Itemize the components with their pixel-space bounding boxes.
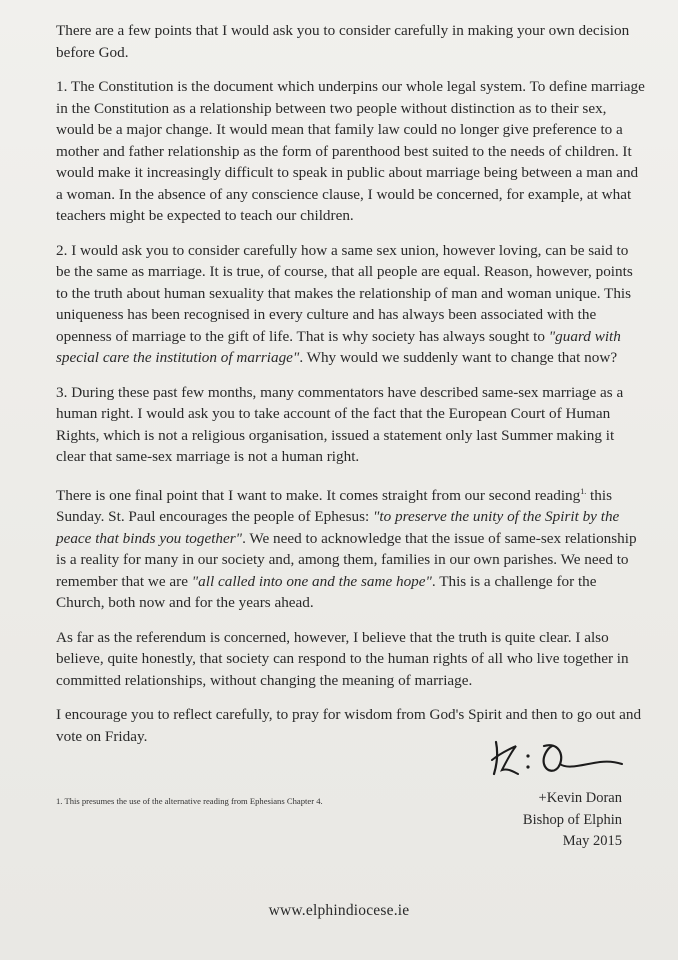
footnote-ref: 1.: [580, 486, 587, 496]
closing-paragraph: I encourage you to reflect carefully, to pray for wisdom from God's Spirit and then to go out and vote on Friday.: [56, 706, 642, 745]
point-2-paragraph: 2. I would ask you to consider carefully how a same sex union, however loving, can be said to be the same as marriage. It is true, of course, that all people are equal. Reason, however, points to the truth about human sexuality that makes the relationship of man and woman unique. This uniqueness has been recognised in every culture and has always been associated with the openness of marriage to the gift of life. That is why society has always sought to "guard with special care the institution of marriage". Why would we suddenly want to change that now?: [56, 241, 633, 366]
signoff-block: [523, 788, 622, 853]
letter-date: May 2015: [562, 833, 622, 849]
intro-paragraph: There are a few points that I would ask you to consider carefully in making your own decision before God.: [56, 22, 630, 61]
footnote: 1. This presumes the use of the alternative reading from Ephesians Chapter 4.: [56, 796, 323, 806]
quote-hope: "all called into one and the same hope": [191, 572, 432, 590]
signatory-title: Bishop of Elphin: [522, 811, 622, 828]
signatory-name: +Kevin Doran: [538, 790, 622, 806]
final-point-paragraph: There is one final point that I want to make. It comes straight from our second reading$^{1.}$ this Sunday. St. Paul encourages the people of Ephesus: "to preserve the unity of the Spirit by the peace that binds you together". We need to acknowledge that the issue of same-sex relationship is a reality for many in our society and, among them, families in our own parishes. We need to remember that we are "all called into one and the same hope". This is a challenge for the Church, both now and for the years ahead.: [56, 486, 637, 611]
website-url: www.elphindiocese.ie: [268, 902, 410, 919]
quote-marriage: "guard with special care the institution of marriage": [56, 327, 621, 366]
referendum-paragraph: As far as the referendum is concerned, however, I believe that the truth is quite clear. I also believe, quite honestly, that society can respond to the human rights of all who live together in committed relationships, without changing the meaning of marriage.: [56, 628, 629, 689]
quote-unity: "to preserve the unity of the Spirit by the peace that binds you together": [56, 508, 620, 547]
handwritten-signature: [488, 734, 628, 780]
letter-body: [56, 20, 646, 760]
point-1-paragraph: 1. The Constitution is the document which underpins our whole legal system. To define marriage in the Constitution as a relationship between two people without distinction as to their sex, would be a major change. It would mean that family law could no longer give preference to a mother and father relationship as the form of parenthood best suited to the needs of children. It would make it increasingly difficult to speak in public about marriage being between a man and a woman. In the absence of any conscience clause, I would be concerned, for example, at what teachers might be expected to teach our children.: [56, 78, 645, 224]
point-3-paragraph: 3. During these past few months, many commentators have described same-sex marriage as a human right. I would ask you to take account of the fact that the European Court of Human Rights, which is not a religious organisation, issued a statement only last Summer making it clear that same-sex marriage is not a human right.: [56, 383, 624, 465]
